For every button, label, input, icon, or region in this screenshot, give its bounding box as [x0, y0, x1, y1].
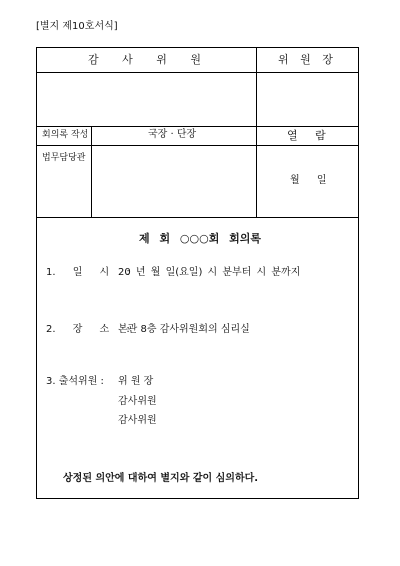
minutes-writer-label: 회의록 작성: [42, 130, 89, 140]
item1-label: 1. 일 시 :: [46, 267, 130, 278]
review-date: 월 일: [290, 175, 327, 186]
legal-officer-label: 법무담당관: [42, 153, 86, 163]
item3-value-chairman: 위 원 장: [118, 376, 154, 387]
director-label: 국장 · 단장: [148, 129, 197, 140]
header-chairman: 위 원 장: [278, 53, 333, 66]
item3-label: 3. 출석위원 :: [46, 376, 104, 387]
item1-value: 20 년 월 일(요일) 시 분부터 시 분까지: [118, 267, 301, 278]
conclusion-text: 상정된 의안에 대하여 별지와 같이 심의하다.: [63, 473, 259, 484]
item2-label: 2. 장 소 :: [46, 324, 130, 335]
review-label: 열 람: [287, 129, 326, 142]
item3-value-member-1: 감사위원: [118, 396, 157, 407]
header-audit-committee: 감 사 위 원: [88, 53, 201, 66]
minutes-title: 제 회 ○○○회 회의록: [139, 232, 262, 245]
form-label: [별지 제10호서식]: [36, 21, 118, 32]
item2-value: 본관 8층 감사위원회의 심리실: [118, 324, 250, 335]
item3-value-member-2: 감사위원: [118, 415, 157, 426]
